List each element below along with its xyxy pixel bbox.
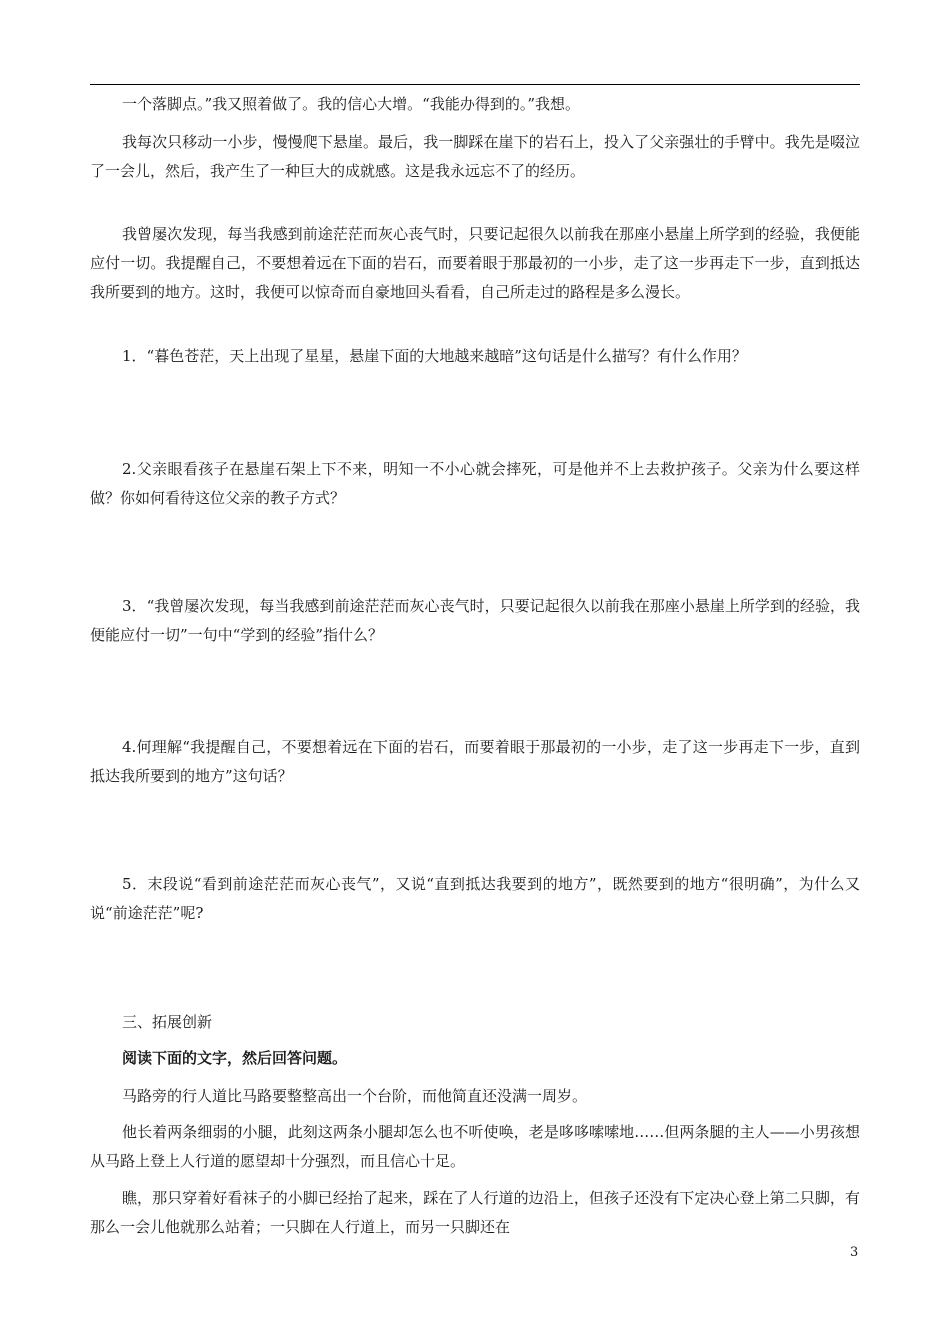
- story-paragraph-2: 我每次只移动一小步，慢慢爬下悬崖。最后，我一脚踩在崖下的岩石上，投入了父亲强壮的手臂中。我先是啜泣了一会儿，然后，我产生了一种巨大的成就感。这是我永远忘不了的经历。: [90, 133, 860, 180]
- question-3: 3．“我曾屡次发现，每当我感到前途茫茫而灰心丧气时，只要记起很久以前我在那座小悬崖上所学到的经验，我便能应付一切”一句中“学到的经验”指什么？: [90, 597, 860, 644]
- question-1: 1．“暮色苍茫，天上出现了星星，悬崖下面的大地越来越暗”这句话是什么描写？有什么作用？: [122, 347, 747, 365]
- section-instruction: 阅读下面的文字，然后回答问题。: [122, 1049, 348, 1067]
- section-heading: 三、拓展创新: [122, 1013, 213, 1031]
- question-4: 4.何理解“我提醒自己，不要想着远在下面的岩石，而要着眼于那最初的一小步，走了这一步再走下一步，直到抵达我所要到的地方”这句话？: [90, 738, 860, 785]
- section-paragraph-1: 马路旁的行人道比马路要整整高出一个台阶，而他简直还没满一周岁。: [122, 1087, 588, 1105]
- story-paragraph-1: 一个落脚点。”我又照着做了。我的信心大增。“我能办得到的。”我想。: [122, 95, 581, 113]
- question-5: 5．末段说“看到前途茫茫而灰心丧气”，又说“直到抵达我要到的地方”，既然要到的地方“很明确”，为什么又说“前途茫茫”呢?: [90, 875, 860, 922]
- story-paragraph-3: 我曾屡次发现，每当我感到前途茫茫而灰心丧气时，只要记起很久以前我在那座小悬崖上所学到的经验，我便能应付一切。我提醒自己，不要想着远在下面的岩石，而要着眼于那最初的一小步，走了这一步再走下一步，直到抵达我所要到的地方。这时，我便可以惊奇而自豪地回头看看，自己所走过的路程是多么漫长。: [90, 225, 860, 301]
- header-rule: [90, 84, 860, 85]
- question-2: 2.父亲眼看孩子在悬崖石架上下不来，明知一不小心就会摔死，可是他并不上去救护孩子。父亲为什么要这样做？你如何看待这位父亲的教子方式？: [90, 460, 860, 507]
- section-paragraph-3: 瞧，那只穿着好看袜子的小脚已经抬了起来，踩在了人行道的边沿上，但孩子还没有下定决心登上第二只脚，有那么一会儿他就那么站着；一只脚在人行道上，而另一只脚还在: [90, 1189, 860, 1236]
- page-number: 3: [850, 1245, 859, 1260]
- section-paragraph-2: 他长着两条细弱的小腿，此刻这两条小腿却怎么也不听使唤，老是哆哆嗦嗦地……但两条腿的主人——小男孩想从马路上登上人行道的愿望却十分强烈，而且信心十足。: [90, 1123, 860, 1170]
